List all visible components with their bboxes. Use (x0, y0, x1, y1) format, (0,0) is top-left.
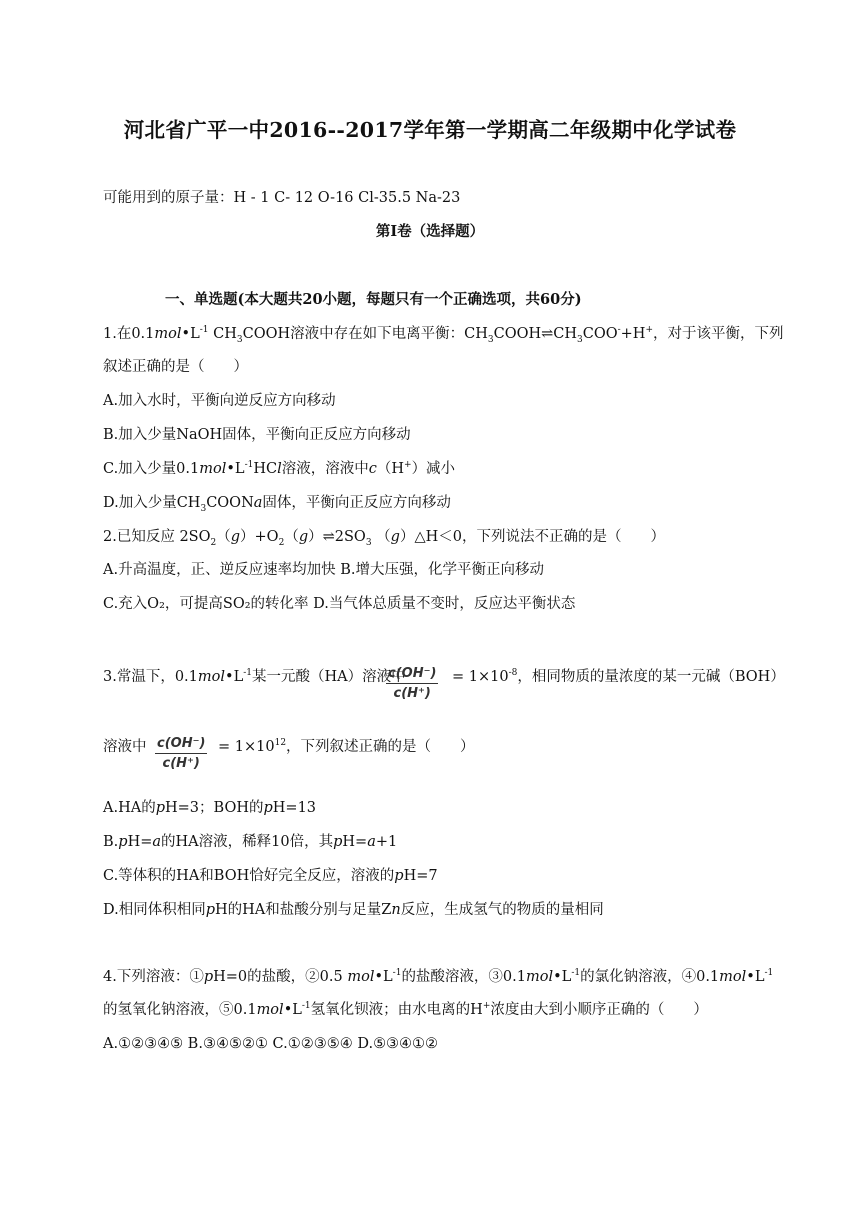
question-1-option-a: A.加入水时，平衡向逆反应方向移动 (103, 393, 336, 409)
question-1-option-b: B.加入少量NaOH固体，平衡向正反应方向移动 (103, 427, 411, 443)
question-3-stem-tail: = $1\times 10^{-8}$，相同物质的量浓度的某一元碱（BOH） (452, 668, 785, 685)
fraction-oh-over-h-1 (386, 665, 438, 702)
section-title: 第I卷（选择题） (375, 223, 485, 240)
question-2-options-ab: A.升高温度，正、逆反应速率均加快 B.增大压强，化学平衡正向移动 (103, 562, 544, 578)
question-3-stem-cont-tail: = $1\times 10^{12}$，下列叙述正确的是（ ） (218, 738, 475, 755)
part-heading: 一、单选题(本大题共20小题，每题只有一个正确选项，共60分) (165, 291, 582, 308)
atomic-masses-line: 可能用到的原子量：H - 1 C- 12 O-16 Cl-35.5 Na-23 (103, 190, 461, 206)
question-1-option-c: C.加入少量$0.1mol•L^{-1}HCl$溶液，溶液中c（H+）减小 (103, 460, 456, 477)
question-4-stem: 4.下列溶液：①pH=0的盐酸，②0.5 $mol•L^{-1}$的盐酸溶液，$③0.1mol•L^{-1}$的氯化钠溶液，$④0.1mol•L^{-1}$ (103, 968, 774, 985)
fraction-numerator: c(OH⁻) (388, 666, 437, 681)
question-1-stem: 1.在$0.1mol•L^{-1}$ $CH_3COOH$溶液中存在如下电离平衡：$CH_3COOH\rightleftharpoons CH_3COO^-+H^+$，对于该平衡，下列 (103, 325, 784, 345)
question-4-options: A.①②③④⑤ B.③④⑤②① C.①②③⑤④ D.⑤③④①② (103, 1036, 439, 1052)
fraction-denominator: c(H⁺) (393, 686, 431, 701)
question-3-stem-cont: 溶液中 (103, 739, 147, 755)
question-2-options-cd: C.充入O₂，可提高SO₂的转化率 D.当气体总质量不变时，反应达平衡状态 (103, 596, 576, 612)
question-3-stem: 3.常温下，$0.1mol•L^{-1}$某一元酸（HA）溶液中 (103, 668, 406, 685)
page-title: 河北省广平一中2016--2017学年第一学期高二年级期中化学试卷 (123, 118, 737, 142)
question-2-stem: 2.已知反应 $2SO_2(g)+O_2(g)\rightleftharpoons 2SO_3$ （g）△H＜0，下列说法不正确的是（ ） (103, 529, 665, 548)
question-3-option-b: B.pH=a的HA溶液，稀释10倍，其pH=a+1 (103, 834, 398, 850)
question-1-option-d: D.加入少量$CH_3COONa$固体，平衡向正反应方向移动 (103, 495, 451, 514)
question-3-option-a: A.HA的pH=3；BOH的pH=13 (103, 800, 317, 816)
fraction-numerator: c(OH⁻) (157, 736, 206, 751)
question-4-stem-cont: 的氢氧化钠溶液，$⑤0.1mol•L^{-1}$氢氧化钡液；由水电离的H+浓度由大到小顺序正确的（ ） (103, 1001, 708, 1018)
question-3-option-c: C.等体积的HA和BOH恰好完全反应，溶液的pH=7 (103, 868, 438, 884)
fraction-denominator: c(H⁺) (162, 756, 200, 771)
question-1-stem-cont: 叙述正确的是（ ） (103, 359, 248, 375)
question-3-option-d: D.相同体积相同pH的HA和盐酸分别与足量Zn反应，生成氢气的物质的量相同 (103, 902, 604, 918)
fraction-oh-over-h-2 (155, 735, 207, 772)
